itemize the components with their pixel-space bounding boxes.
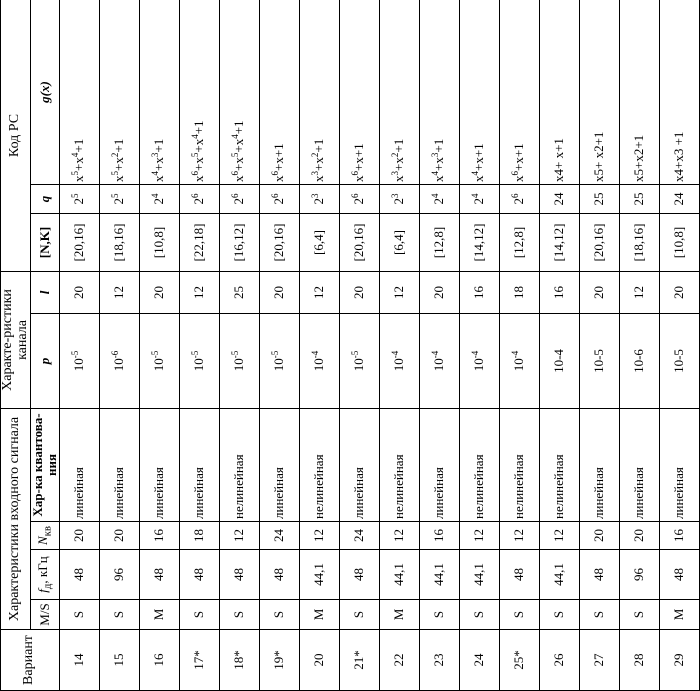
p-base: 10-4 xyxy=(551,349,567,373)
q-base: 2 xyxy=(311,197,327,205)
table-row xyxy=(499,0,539,691)
cell-l: 12 xyxy=(299,271,339,313)
p-base: 10 xyxy=(311,358,327,372)
cell-l: 12 xyxy=(99,271,139,313)
cell-fd: 48 xyxy=(59,550,99,600)
cell-q xyxy=(459,184,499,213)
q-base: 25 xyxy=(631,192,647,206)
cell-gx: $x^4+x^3+1$ xyxy=(419,0,459,184)
cell-fd: 44,1 xyxy=(299,550,339,600)
header-q: q xyxy=(31,184,59,213)
cell-l: 20 xyxy=(339,271,379,313)
p-exponent: -5 xyxy=(190,350,201,359)
cell-variant: 20 xyxy=(299,630,339,691)
p-base: 10 xyxy=(351,358,367,372)
header-input-signal: Характеристики входного сигнала xyxy=(1,408,31,629)
cell-fd: 96 xyxy=(99,550,139,600)
cell-variant: 16 xyxy=(139,630,179,691)
cell-ms: S xyxy=(459,600,499,630)
cell-fd: 44,1 xyxy=(379,550,419,600)
cell-gx: $x^5+x^2+1$ xyxy=(99,0,139,184)
p-base: 10 xyxy=(191,358,207,372)
cell-quantization: нелинейная xyxy=(459,408,499,521)
nkv-subscript: кв xyxy=(41,525,54,537)
cell-ms: S xyxy=(219,600,259,630)
cell-q xyxy=(379,184,419,213)
cell-ms: S xyxy=(259,600,299,630)
cell-ms: S xyxy=(619,600,659,630)
header-ms: M/S xyxy=(31,600,59,630)
cell-q xyxy=(619,184,659,213)
cell-quantization: нелинейная xyxy=(499,408,539,521)
cell-quantization: линейная xyxy=(179,408,219,521)
cell-gx: $x^6+x+1$ xyxy=(259,0,299,184)
cell-gx: x5+x2+1 xyxy=(619,0,659,184)
cell-quantization: линейная xyxy=(659,408,699,521)
cell-fd: 48 xyxy=(499,550,539,600)
cell-nkv: 12 xyxy=(299,522,339,550)
p-base: 10 xyxy=(511,358,527,372)
cell-q xyxy=(339,184,379,213)
header-l: l xyxy=(31,271,59,313)
cell-gx: x4+x3 +1 xyxy=(659,0,699,184)
q-base: 2 xyxy=(431,197,447,205)
cell-variant: 18* xyxy=(219,630,259,691)
cell-l: 12 xyxy=(179,271,219,313)
cell-l: 16 xyxy=(539,271,579,313)
p-base: 10-5 xyxy=(591,349,607,373)
cell-nkv: 20 xyxy=(619,522,659,550)
header-p: p xyxy=(31,313,59,408)
cell-l: 16 xyxy=(459,271,499,313)
cell-gx: $x^4+x+1$ xyxy=(459,0,499,184)
cell-nk: [18,16] xyxy=(99,213,139,271)
p-exponent: -4 xyxy=(470,350,481,359)
p-exponent: -5 xyxy=(270,350,281,359)
cell-fd: 48 xyxy=(139,550,179,600)
cell-variant: 22 xyxy=(379,630,419,691)
cell-nk: [20,16] xyxy=(579,213,619,271)
cell-fd: 48 xyxy=(179,550,219,600)
cell-gx: $x^6+x^5+x^4+1$ xyxy=(179,0,219,184)
table-row xyxy=(99,0,139,691)
cell-l: 20 xyxy=(259,271,299,313)
table-row xyxy=(539,0,579,691)
cell-nk: [6,4] xyxy=(299,213,339,271)
cell-fd: 44,1 xyxy=(419,550,459,600)
cell-l: 12 xyxy=(619,271,659,313)
cell-ms: S xyxy=(539,600,579,630)
cell-gx: $x^5+x^4+1$ xyxy=(59,0,99,184)
cell-p xyxy=(539,313,579,408)
p-base: 10 xyxy=(111,358,127,372)
header-channel: Характе-ристики канала xyxy=(1,271,31,408)
header-nkv xyxy=(31,522,59,550)
q-exponent: 3 xyxy=(310,193,321,198)
table-row xyxy=(459,0,499,691)
p-exponent: -5 xyxy=(150,350,161,359)
cell-nkv: 20 xyxy=(59,522,99,550)
cell-p xyxy=(299,313,339,408)
cell-variant: 29 xyxy=(659,630,699,691)
cell-p xyxy=(59,313,99,408)
cell-l: 25 xyxy=(219,271,259,313)
q-exponent: 3 xyxy=(390,193,401,198)
cell-nkv: 20 xyxy=(99,522,139,550)
q-base: 24 xyxy=(551,192,567,206)
q-exponent: 4 xyxy=(150,193,161,198)
table-row xyxy=(659,0,699,691)
cell-quantization: линейная xyxy=(619,408,659,521)
cell-variant: 23 xyxy=(419,630,459,691)
cell-variant: 17* xyxy=(179,630,219,691)
cell-nkv: 18 xyxy=(179,522,219,550)
cell-nkv: 12 xyxy=(539,522,579,550)
cell-fd: 48 xyxy=(659,550,699,600)
cell-fd: 48 xyxy=(579,550,619,600)
q-base: 2 xyxy=(391,197,407,205)
table-row xyxy=(259,0,299,691)
p-exponent: -5 xyxy=(70,350,81,359)
cell-variant: 27 xyxy=(579,630,619,691)
p-base: 10 xyxy=(391,358,407,372)
cell-nk: [20,16] xyxy=(339,213,379,271)
p-exponent: -4 xyxy=(390,350,401,359)
cell-q xyxy=(179,184,219,213)
table-row xyxy=(219,0,259,691)
p-base: 10 xyxy=(471,358,487,372)
q-exponent: 5 xyxy=(110,193,121,198)
p-base: 10-5 xyxy=(671,349,687,373)
cell-nk: [12,8] xyxy=(499,213,539,271)
cell-p xyxy=(339,313,379,408)
q-exponent: 5 xyxy=(70,193,81,198)
header-fd xyxy=(31,550,59,600)
cell-nk: [16,12] xyxy=(219,213,259,271)
q-exponent: 4 xyxy=(470,193,481,198)
cell-nkv: 24 xyxy=(259,522,299,550)
cell-q xyxy=(659,184,699,213)
table-row xyxy=(379,0,419,691)
q-base: 2 xyxy=(151,197,167,205)
cell-nk: [6,4] xyxy=(379,213,419,271)
cell-quantization: линейная xyxy=(579,408,619,521)
fd-unit: , кГц xyxy=(35,556,51,584)
q-base: 24 xyxy=(671,192,687,206)
p-base: 10 xyxy=(431,358,447,372)
cell-fd: 48 xyxy=(219,550,259,600)
q-base: 2 xyxy=(231,197,247,205)
cell-l: 20 xyxy=(139,271,179,313)
cell-variant: 24 xyxy=(459,630,499,691)
cell-p xyxy=(99,313,139,408)
cell-ms: S xyxy=(59,600,99,630)
cell-variant: 25* xyxy=(499,630,539,691)
cell-q xyxy=(99,184,139,213)
cell-quantization: нелинейная xyxy=(539,408,579,521)
cell-nk: [10,8] xyxy=(659,213,699,271)
table-row xyxy=(299,0,339,691)
cell-nkv: 16 xyxy=(419,522,459,550)
cell-nkv: 16 xyxy=(659,522,699,550)
fd-subscript: д xyxy=(41,583,54,590)
cell-quantization: нелинейная xyxy=(299,408,339,521)
cell-quantization: линейная xyxy=(339,408,379,521)
cell-p xyxy=(619,313,659,408)
p-exponent: -4 xyxy=(430,350,441,359)
p-exponent: -6 xyxy=(110,350,121,359)
cell-q xyxy=(419,184,459,213)
cell-nk: [12,8] xyxy=(419,213,459,271)
cell-q xyxy=(499,184,539,213)
q-base: 25 xyxy=(591,192,607,206)
cell-ms: S xyxy=(579,600,619,630)
cell-gx: $x^3+x^2+1$ xyxy=(299,0,339,184)
p-base: 10 xyxy=(271,358,287,372)
cell-gx: x5+ x2+1 xyxy=(579,0,619,184)
p-exponent: -4 xyxy=(310,350,321,359)
q-base: 2 xyxy=(471,197,487,205)
cell-q xyxy=(579,184,619,213)
q-base: 2 xyxy=(271,197,287,205)
table-row xyxy=(579,0,619,691)
cell-quantization: нелинейная xyxy=(219,408,259,521)
cell-p xyxy=(419,313,459,408)
q-base: 2 xyxy=(511,197,527,205)
q-exponent: 6 xyxy=(350,193,361,198)
p-exponent: -4 xyxy=(510,350,521,359)
table-row xyxy=(59,0,99,691)
p-base: 10-6 xyxy=(631,349,647,373)
cell-gx: $x^6+x+1$ xyxy=(339,0,379,184)
cell-ms: S xyxy=(99,600,139,630)
p-exponent: -5 xyxy=(230,350,241,359)
table-row xyxy=(339,0,379,691)
table-body xyxy=(59,0,699,691)
cell-variant: 14 xyxy=(59,630,99,691)
fd-symbol: f xyxy=(35,589,51,593)
p-base: 10 xyxy=(231,358,247,372)
q-exponent: 6 xyxy=(190,193,201,198)
cell-q xyxy=(59,184,99,213)
cell-p xyxy=(259,313,299,408)
cell-nk: [20,16] xyxy=(259,213,299,271)
cell-ms: M xyxy=(379,600,419,630)
cell-l: 20 xyxy=(579,271,619,313)
cell-ms: M xyxy=(659,600,699,630)
cell-nkv: 12 xyxy=(459,522,499,550)
cell-variant: 21* xyxy=(339,630,379,691)
cell-nk: [14,12] xyxy=(539,213,579,271)
cell-fd: 96 xyxy=(619,550,659,600)
cell-p xyxy=(219,313,259,408)
table-row xyxy=(179,0,219,691)
cell-quantization: линейная xyxy=(99,408,139,521)
cell-l: 20 xyxy=(659,271,699,313)
header-gx: g(x) xyxy=(31,0,59,184)
cell-gx: $x^6+x+1$ xyxy=(499,0,539,184)
cell-gx: $x^6+x^5+x^4+1$ xyxy=(219,0,259,184)
q-exponent: 4 xyxy=(430,193,441,198)
cell-p xyxy=(179,313,219,408)
cell-nk: [22,18] xyxy=(179,213,219,271)
header-nk: [N,K] xyxy=(31,213,59,271)
header-variant: Вариант xyxy=(1,630,60,691)
cell-nkv: 12 xyxy=(379,522,419,550)
cell-q xyxy=(219,184,259,213)
cell-quantization: линейная xyxy=(419,408,459,521)
table-row xyxy=(619,0,659,691)
table-row xyxy=(419,0,459,691)
p-base: 10 xyxy=(151,358,167,372)
cell-p xyxy=(499,313,539,408)
cell-l: 20 xyxy=(419,271,459,313)
cell-nkv: 20 xyxy=(579,522,619,550)
cell-gx: $x^3+x^2+1$ xyxy=(379,0,419,184)
cell-p xyxy=(139,313,179,408)
p-base: 10 xyxy=(71,358,87,372)
cell-ms: S xyxy=(339,600,379,630)
q-base: 2 xyxy=(71,197,87,205)
nkv-symbol: N xyxy=(35,536,51,546)
cell-q xyxy=(539,184,579,213)
cell-quantization: нелинейная xyxy=(379,408,419,521)
cell-gx: $x^4+x^3+1$ xyxy=(139,0,179,184)
cell-variant: 15 xyxy=(99,630,139,691)
cell-q xyxy=(299,184,339,213)
cell-fd: 44,1 xyxy=(459,550,499,600)
q-base: 2 xyxy=(351,197,367,205)
p-exponent: -5 xyxy=(350,350,361,359)
cell-ms: S xyxy=(419,600,459,630)
q-exponent: 6 xyxy=(510,193,521,198)
cell-q xyxy=(259,184,299,213)
cell-p xyxy=(579,313,619,408)
cell-l: 18 xyxy=(499,271,539,313)
cell-variant: 26 xyxy=(539,630,579,691)
cell-fd: 48 xyxy=(339,550,379,600)
cell-ms: M xyxy=(139,600,179,630)
cell-gx: x4+ x+1 xyxy=(539,0,579,184)
cell-nkv: 12 xyxy=(219,522,259,550)
cell-nkv: 24 xyxy=(339,522,379,550)
cell-variant: 28 xyxy=(619,630,659,691)
header-quantization: Хар-ка квантова-ния xyxy=(31,408,59,521)
cell-ms: M xyxy=(299,600,339,630)
cell-l: 20 xyxy=(59,271,99,313)
cell-quantization: линейная xyxy=(59,408,99,521)
q-exponent: 6 xyxy=(270,193,281,198)
cell-nk: [14,12] xyxy=(459,213,499,271)
cell-p xyxy=(459,313,499,408)
q-base: 2 xyxy=(111,197,127,205)
cell-q xyxy=(139,184,179,213)
q-base: 2 xyxy=(191,197,207,205)
cell-ms: S xyxy=(179,600,219,630)
table-row xyxy=(139,0,179,691)
cell-l: 12 xyxy=(379,271,419,313)
cell-variant: 19* xyxy=(259,630,299,691)
cell-ms: S xyxy=(499,600,539,630)
cell-p xyxy=(659,313,699,408)
cell-fd: 48 xyxy=(259,550,299,600)
cell-fd: 44,1 xyxy=(539,550,579,600)
cell-nk: [20,16] xyxy=(59,213,99,271)
cell-quantization: линейная xyxy=(139,408,179,521)
header-rs-code: Код РС xyxy=(1,0,31,271)
cell-nk: [18,16] xyxy=(619,213,659,271)
cell-nkv: 12 xyxy=(499,522,539,550)
q-exponent: 6 xyxy=(230,193,241,198)
cell-nk: [10,8] xyxy=(139,213,179,271)
cell-nkv: 16 xyxy=(139,522,179,550)
cell-quantization: линейная xyxy=(259,408,299,521)
cell-p xyxy=(379,313,419,408)
